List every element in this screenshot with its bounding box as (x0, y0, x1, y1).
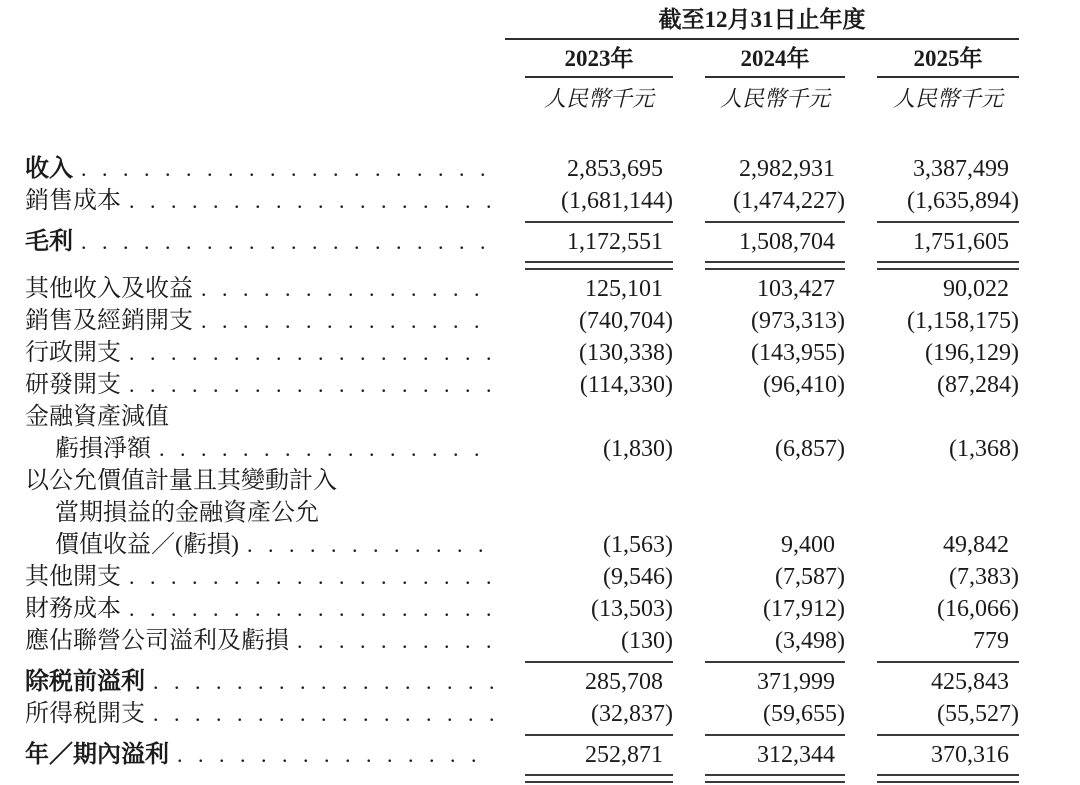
value: 1,751,605 (913, 229, 1009, 255)
value-cell-2023 (505, 226, 673, 258)
table-row (25, 273, 1080, 305)
single-total-rule (25, 730, 1080, 739)
row-label-cell (25, 593, 493, 625)
value-cell-2025 (857, 337, 1019, 369)
value-cell-2025 (857, 226, 1019, 258)
unit-cell (685, 78, 845, 113)
row-label-cell (25, 698, 493, 730)
value: (1,368) (949, 436, 1019, 462)
single-total-rule (25, 217, 1080, 226)
row-label: 虧損淨額 (55, 436, 151, 462)
value: (13,503) (591, 596, 673, 622)
table-row (25, 226, 1080, 258)
rule-cell (505, 771, 673, 785)
table-row (25, 625, 1080, 657)
row-label-cell (25, 529, 493, 561)
value: 125,101 (585, 276, 663, 302)
value-cell-2024 (685, 305, 845, 337)
value-cell-2024 (685, 625, 845, 657)
value-cell-2023 (505, 529, 673, 561)
value: (6,857) (775, 436, 845, 462)
value: (7,383) (949, 564, 1019, 590)
value-cell-2024 (685, 153, 845, 185)
dot-leader (177, 739, 493, 771)
single-total-rule (25, 657, 1080, 666)
currency-unit-label: 人民幣千元 (719, 86, 830, 111)
row-label-cell (25, 625, 493, 657)
double-rule-segment (525, 261, 673, 270)
value-cell-2025 (857, 305, 1019, 337)
value-cell-2024 (685, 433, 845, 465)
row-label-cell (25, 401, 493, 433)
year-header-2025 (857, 40, 1019, 78)
double-rule-segment (525, 774, 673, 783)
single-rule-segment (705, 221, 845, 223)
dot-leader (297, 625, 493, 657)
dot-leader (129, 337, 493, 369)
value-cell-2024 (685, 529, 845, 561)
value: (114,330) (579, 372, 673, 398)
row-label: 以公允價值計量且其變動計入 (25, 468, 337, 494)
value-cell-2023 (505, 273, 673, 305)
value: (1,635,894) (907, 188, 1019, 214)
period-header-row (25, 6, 1080, 40)
value-cell-2025 (857, 185, 1019, 217)
value: 370,316 (931, 742, 1009, 768)
dot-leader (153, 666, 493, 698)
value-cell-2024 (685, 273, 845, 305)
dot-leader (81, 153, 493, 185)
table-row (25, 153, 1080, 185)
value-cell-2025 (857, 529, 1019, 561)
year-header-row (25, 40, 1080, 78)
value-cell-2023 (505, 433, 673, 465)
table-row (25, 337, 1080, 369)
dot-leader (129, 185, 493, 217)
value: (143,955) (751, 340, 845, 366)
rule-cell (857, 217, 1019, 226)
double-total-rule (25, 771, 1080, 785)
value-cell-2024 (685, 561, 845, 593)
table-row (25, 529, 1080, 561)
value-cell-2025 (857, 698, 1019, 730)
value-cell-2025 (857, 273, 1019, 305)
value: (130,338) (579, 340, 673, 366)
value: (1,563) (603, 532, 673, 558)
value: (87,284) (937, 372, 1019, 398)
value: 425,843 (931, 669, 1009, 695)
value-cell-2023 (505, 561, 673, 593)
single-rule-segment (877, 661, 1019, 663)
double-rule-segment (877, 774, 1019, 783)
dot-leader (129, 561, 493, 593)
value-cell-2024 (685, 185, 845, 217)
value: (55,527) (937, 701, 1019, 727)
value: 252,871 (585, 742, 663, 768)
table-row (25, 185, 1080, 217)
rule-cell (505, 657, 673, 666)
value-cell-2025 (857, 593, 1019, 625)
value: 1,508,704 (739, 229, 835, 255)
value-cell-2023 (505, 185, 673, 217)
rule-cell (857, 258, 1019, 273)
row-label: 年／期內溢利 (25, 742, 169, 768)
single-rule-segment (877, 221, 1019, 223)
value: (1,158,175) (907, 308, 1019, 334)
value: 3,387,499 (913, 156, 1009, 182)
value-cell-2025 (857, 561, 1019, 593)
currency-unit-label: 人民幣千元 (892, 86, 1003, 111)
value: 2,853,695 (567, 156, 663, 182)
value-cell-2024 (685, 337, 845, 369)
value-cell-2024 (685, 369, 845, 401)
value: 49,842 (943, 532, 1009, 558)
label-continuation-row (25, 465, 1080, 497)
dot-leader (129, 369, 493, 401)
rule-cell (685, 258, 845, 273)
value-cell-2025 (857, 369, 1019, 401)
statement-rows (25, 153, 1080, 785)
year-header-2023 (505, 40, 673, 78)
value: (1,681,144) (561, 188, 673, 214)
value: (9,546) (603, 564, 673, 590)
rule-cell (505, 730, 673, 739)
row-label-cell (25, 337, 493, 369)
dot-leader (159, 433, 493, 465)
value: (1,474,227) (733, 188, 845, 214)
value-cell-2025 (857, 666, 1019, 698)
value-cell-2023 (505, 625, 673, 657)
value: 103,427 (757, 276, 835, 302)
value-cell-2025 (857, 739, 1019, 771)
period-title: 截至12月31日止年度 (505, 6, 1019, 40)
value: 90,022 (943, 276, 1009, 302)
label-continuation-row (25, 401, 1080, 433)
rule-cell (505, 217, 673, 226)
rule-cell (685, 657, 845, 666)
value-cell-2024 (685, 739, 845, 771)
row-label: 毛利 (25, 229, 73, 255)
table-row (25, 561, 1080, 593)
value: (3,498) (775, 628, 845, 654)
row-label-cell (25, 185, 493, 217)
value-cell-2024 (685, 226, 845, 258)
value: (32,837) (591, 701, 673, 727)
rule-cell (685, 730, 845, 739)
unit-cell (857, 78, 1019, 113)
dot-leader (81, 226, 493, 258)
value-cell-2023 (505, 698, 673, 730)
value-cell-2025 (857, 625, 1019, 657)
rule-cell (685, 771, 845, 785)
value: 2,982,931 (739, 156, 835, 182)
row-label: 研發開支 (25, 372, 121, 398)
currency-unit-label: 人民幣千元 (543, 86, 654, 111)
row-label: 銷售成本 (25, 188, 121, 214)
table-row (25, 305, 1080, 337)
value-cell-2023 (505, 666, 673, 698)
rule-cell (685, 217, 845, 226)
row-label-cell (25, 226, 493, 258)
table-row (25, 666, 1080, 698)
dot-leader (201, 305, 493, 337)
double-total-rule (25, 258, 1080, 273)
row-label-cell (25, 739, 493, 771)
row-label: 其他開支 (25, 564, 121, 590)
single-rule-segment (705, 734, 845, 736)
year-label: 2024年 (705, 40, 845, 78)
table-row (25, 739, 1080, 771)
table-row (25, 698, 1080, 730)
value: (1,830) (603, 436, 673, 462)
value: (17,912) (763, 596, 845, 622)
row-label: 應佔聯營公司溢利及虧損 (25, 628, 289, 654)
year-label: 2025年 (877, 40, 1019, 78)
double-rule-segment (877, 261, 1019, 270)
dot-leader (201, 273, 493, 305)
value-cell-2023 (505, 337, 673, 369)
label-continuation-row (25, 497, 1080, 529)
table-row (25, 593, 1080, 625)
value: 9,400 (781, 532, 835, 558)
year-label: 2023年 (525, 40, 673, 78)
row-label-cell (25, 433, 493, 465)
row-label: 價值收益／(虧損) (55, 532, 239, 558)
value: 312,344 (757, 742, 835, 768)
value-cell-2023 (505, 153, 673, 185)
row-label-cell (25, 273, 493, 305)
value: 1,172,551 (567, 229, 663, 255)
row-label: 其他收入及收益 (25, 276, 193, 302)
value: (130) (621, 628, 673, 654)
row-label-cell (25, 369, 493, 401)
value: (16,066) (937, 596, 1019, 622)
row-label: 銷售及經銷開支 (25, 308, 193, 334)
unit-header-row (25, 78, 1080, 113)
value: 371,999 (757, 669, 835, 695)
value: (740,704) (579, 308, 673, 334)
single-rule-segment (525, 221, 673, 223)
single-rule-segment (525, 734, 673, 736)
value: (96,410) (763, 372, 845, 398)
single-rule-segment (705, 661, 845, 663)
double-rule-segment (705, 261, 845, 270)
row-label: 所得税開支 (25, 701, 145, 727)
value-cell-2025 (857, 433, 1019, 465)
table-row (25, 369, 1080, 401)
value-cell-2023 (505, 739, 673, 771)
row-label-cell (25, 666, 493, 698)
single-rule-segment (877, 734, 1019, 736)
rule-cell (857, 657, 1019, 666)
value-cell-2024 (685, 698, 845, 730)
value: (196,129) (925, 340, 1019, 366)
row-label: 收入 (25, 156, 73, 182)
row-label: 當期損益的金融資產公允 (55, 500, 319, 526)
row-label-cell (25, 305, 493, 337)
row-label: 行政開支 (25, 340, 121, 366)
value: 779 (973, 628, 1009, 654)
value-cell-2023 (505, 305, 673, 337)
unit-cell (505, 78, 673, 113)
table-row (25, 433, 1080, 465)
row-label-cell (25, 497, 493, 529)
value: (59,655) (763, 701, 845, 727)
dot-leader (247, 529, 493, 561)
rule-cell (857, 771, 1019, 785)
dot-leader (129, 593, 493, 625)
year-header-2024 (685, 40, 845, 78)
value-cell-2024 (685, 666, 845, 698)
dot-leader (153, 698, 493, 730)
row-label: 金融資產減值 (25, 404, 169, 430)
single-rule-segment (525, 661, 673, 663)
value-cell-2024 (685, 593, 845, 625)
rule-cell (505, 258, 673, 273)
value: (973,313) (751, 308, 845, 334)
rule-cell (857, 730, 1019, 739)
value-cell-2023 (505, 593, 673, 625)
value-cell-2025 (857, 153, 1019, 185)
row-label-cell (25, 465, 493, 497)
row-label-cell (25, 561, 493, 593)
value: 285,708 (585, 669, 663, 695)
row-label: 財務成本 (25, 596, 121, 622)
double-rule-segment (705, 774, 845, 783)
row-label-cell (25, 153, 493, 185)
value: (7,587) (775, 564, 845, 590)
row-label: 除税前溢利 (25, 669, 145, 695)
value-cell-2023 (505, 369, 673, 401)
